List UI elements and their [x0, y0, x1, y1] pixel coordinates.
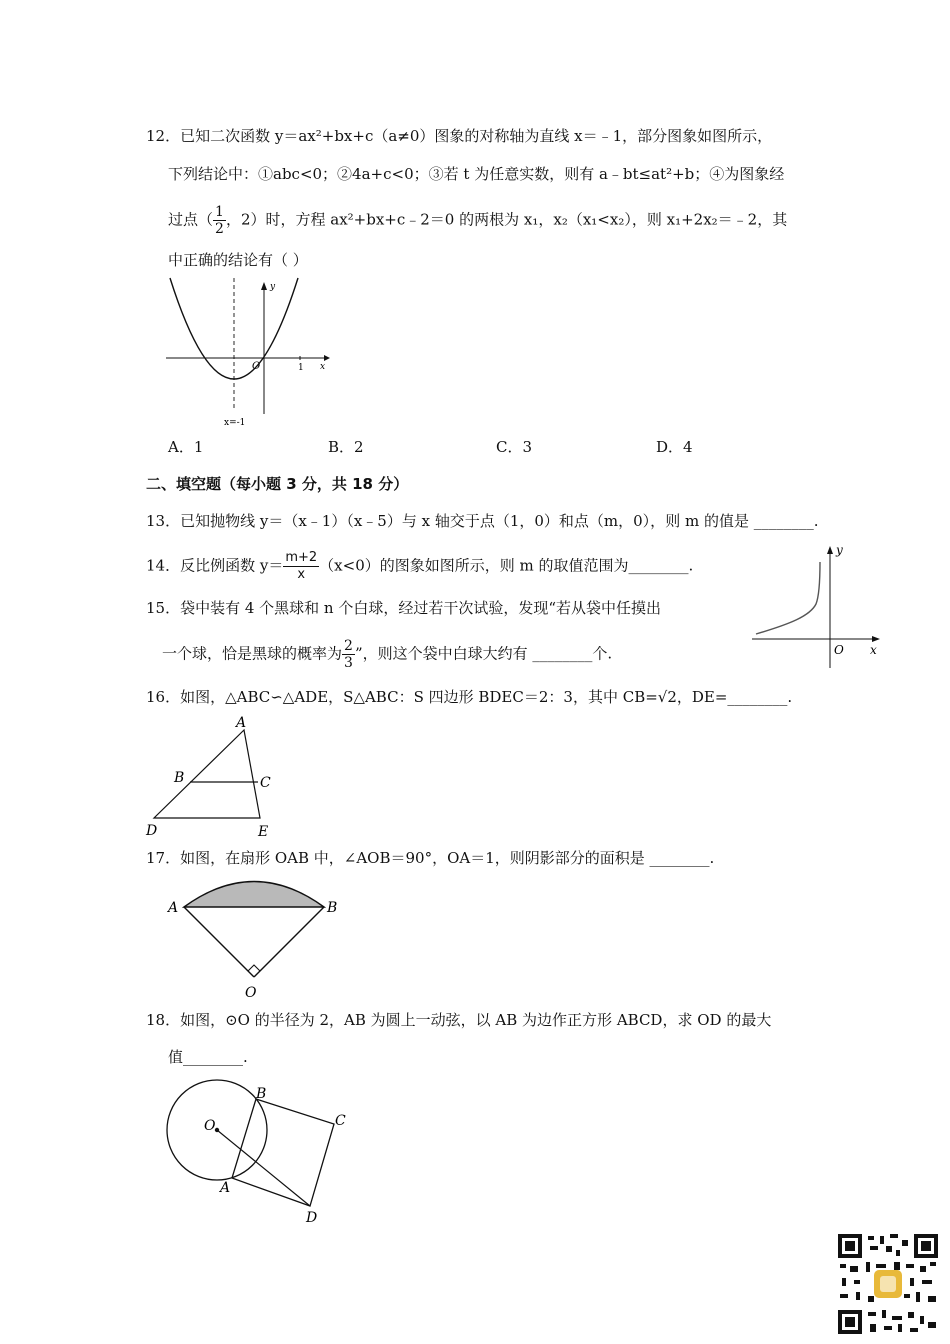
q14-hyperbola-curve: [756, 562, 820, 634]
q14-x-arrow: [872, 636, 880, 642]
q16-label-c: C: [260, 775, 271, 791]
q13-text: 13．已知抛物线 y＝（x﹣1）（x﹣5）与 x 轴交于点（1，0）和点（m，0），则 m 的值是 ________.: [146, 512, 819, 530]
q15-fraction: [342, 638, 355, 671]
q18-line2: 值________.: [168, 1048, 248, 1066]
q12-line3-post: ，2）时，方程 ax²+bx+c﹣2＝0 的两根为 x₁，x₂（x₁<x₂），则 x₁+2x₂＝﹣2，其: [225, 210, 788, 229]
q17-shaded-segment: [184, 882, 324, 908]
q18-segment-od: [217, 1130, 310, 1206]
q12-axis-label: x=-1: [224, 418, 246, 428]
q12-choice-a[interactable]: A．1: [168, 438, 204, 456]
q17-radius-ob: [254, 907, 324, 977]
q12-line3: [168, 204, 787, 237]
q16-triangle-figure: [142, 710, 282, 840]
q18-label-b: B: [256, 1086, 267, 1102]
q17-right-angle-mark: [248, 965, 260, 971]
q15-line2-post: ”，则这个袋中白球大约有 ________个.: [354, 644, 613, 663]
q14-fraction: [283, 550, 319, 583]
q12-parabola-figure: [160, 276, 340, 428]
q18-label-d: D: [306, 1210, 318, 1224]
q14-frac-den: x: [297, 567, 306, 582]
q14-post: （x<0）的图象如图所示，则 m 的取值范围为________.: [319, 556, 694, 575]
q15-line1: 15．袋中装有 4 个黑球和 n 个白球，经过若干次试验，发现“若从袋中任摸出: [146, 599, 662, 617]
q12-x-arrow: [324, 355, 330, 361]
q17-label-o: O: [245, 985, 257, 1001]
q12-line3-pre: 过点（: [168, 210, 214, 229]
q12-line2: 下列结论中：①abc<0；②4a+c<0；③若 t 为任意实数，则有 a﹣bt≤at²+b；④为图象经: [168, 165, 785, 183]
q16-label-a: A: [236, 715, 247, 731]
qr-finder-top-right: [914, 1234, 938, 1258]
q12-tick-label: 1: [298, 363, 304, 373]
q12-origin-label: O: [252, 361, 261, 372]
q14-frac-num: m+2: [285, 550, 318, 565]
q18-square: [232, 1099, 334, 1206]
q16-label-b: B: [174, 770, 185, 786]
q18-line1: 18．如图，⊙O 的半径为 2，AB 为圆上一动弦，以 AB 为边作正方形 ABCD，求 OD 的最大: [146, 1011, 772, 1029]
q16-triangle-ade: [154, 730, 260, 818]
q14-pre: 14．反比例函数 y＝: [146, 556, 284, 575]
q18-circle-square-figure: [160, 1078, 360, 1224]
q12-x-label: x: [320, 362, 326, 372]
q14-text: [146, 550, 693, 583]
q14-y-arrow: [827, 546, 833, 554]
q12-line4: 中正确的结论有（ ）: [168, 251, 308, 269]
q17-text: 17．如图，在扇形 OAB 中，∠AOB＝90°，OA＝1，则阴影部分的面积是 ________.: [146, 849, 715, 867]
qr-finder-bottom-left: [838, 1310, 862, 1334]
q14-y-label: y: [836, 543, 843, 557]
q15-frac-den: 3: [344, 655, 353, 671]
q18-label-o: O: [204, 1118, 216, 1134]
q12-y-label: y: [270, 282, 276, 292]
q14-hyperbola-figure: [750, 542, 886, 670]
q15-line2-pre: 一个球，恰是黑球的概率为: [162, 644, 343, 663]
q12-line1: 12．已知二次函数 y＝ax²+bx+c（a≠0）图象的对称轴为直线 x＝﹣1，部分图象如图所示，: [146, 127, 773, 145]
q18-label-c: C: [335, 1113, 346, 1129]
section2-heading: 二、填空题（每小题 3 分，共 18 分）: [146, 475, 409, 493]
q12-choice-b[interactable]: B．2: [328, 438, 364, 456]
q12-y-arrow: [261, 282, 267, 290]
q12-frac-den: 2: [215, 221, 224, 237]
q14-x-label: x: [870, 643, 877, 657]
q12-choice-c[interactable]: C．3: [496, 438, 533, 456]
qr-center-logo-inner: [880, 1276, 896, 1292]
q16-label-d: D: [146, 823, 158, 839]
q18-label-a: A: [220, 1180, 231, 1196]
q15-line2: [162, 638, 612, 671]
q15-frac-num: 2: [344, 638, 353, 654]
q16-label-e: E: [258, 824, 269, 840]
qr-finder-top-left: [838, 1234, 862, 1258]
q17-sector-figure: [160, 874, 350, 1002]
q16-text: 16．如图，△ABC∽△ADE，S△ABC：S 四边形 BDEC＝2：3，其中 CB=√2，DE=________.: [146, 688, 793, 706]
q12-frac-num: 1: [215, 204, 224, 220]
q17-label-b: B: [327, 900, 338, 916]
q12-fraction: [213, 204, 226, 237]
qr-code: [836, 1232, 940, 1336]
q12-choice-d[interactable]: D．4: [656, 438, 693, 456]
q14-origin-label: O: [834, 643, 844, 657]
q17-radius-oa: [184, 907, 254, 977]
q17-label-a: A: [168, 900, 179, 916]
